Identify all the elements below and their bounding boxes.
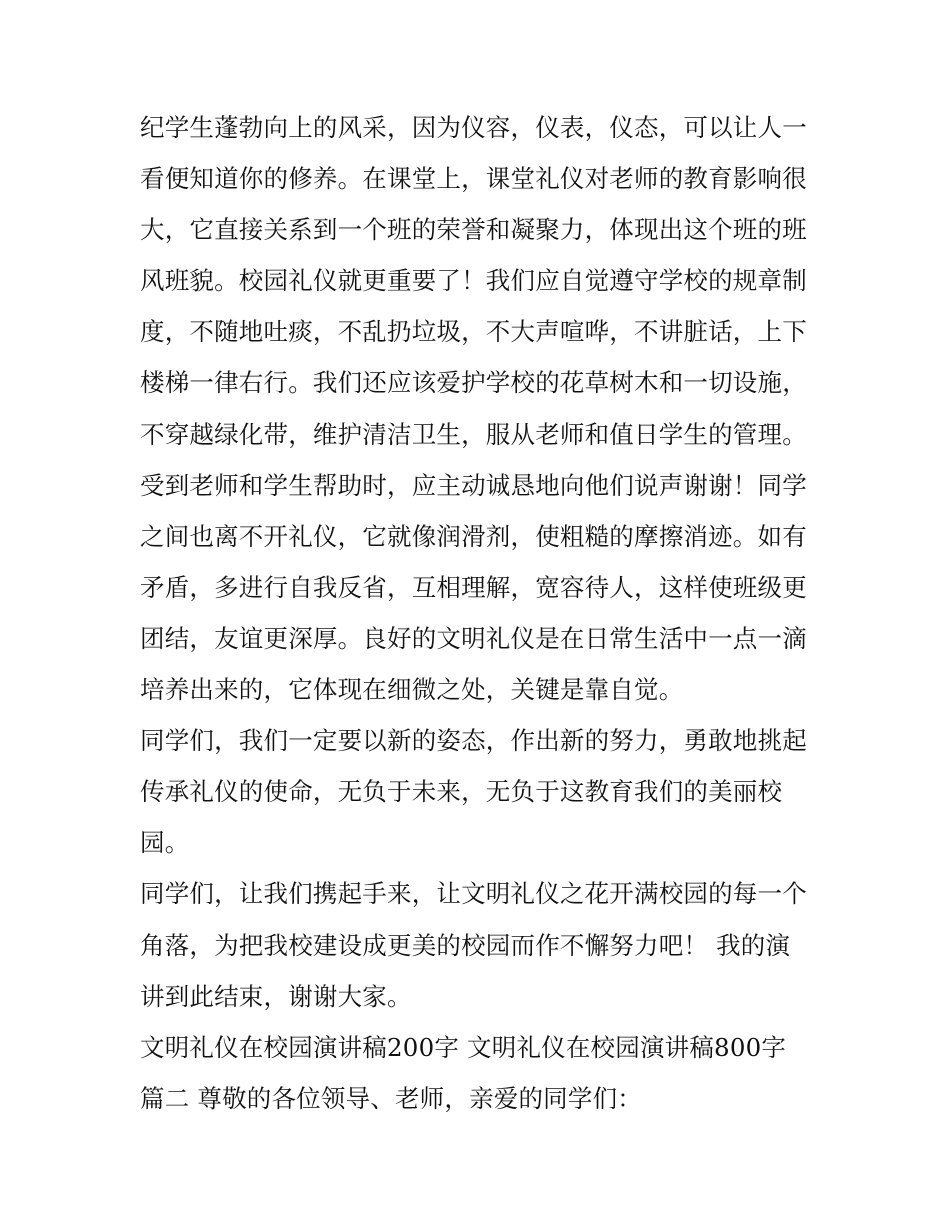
text-line: 同学们，我们一定要以新的姿态，作出新的努力，勇敢地挑起 (140, 726, 807, 756)
text-line: 园。 (140, 828, 190, 858)
text-line: 讲到此结束，谢谢大家。 (140, 981, 412, 1011)
text-line: 传承礼仪的使命，无负于未来，无负于这教育我们的美丽校 (140, 777, 783, 807)
text-line: 之间也离不开礼仪，它就像润滑剂，使粗糙的摩擦消迹。如有 (140, 521, 807, 551)
text-line: 篇二 尊敬的各位领导、老师，亲爱的同学们： (140, 1083, 642, 1113)
text-line: 纪学生蓬勃向上的风采，因为仪容，仪表，仪态，可以让人一 (140, 113, 807, 142)
text-line: 同学们，让我们携起手来，让文明礼仪之花开满校园的每一个 (140, 879, 807, 909)
text-line: 团结，友谊更深厚。良好的文明礼仪是在日常生活中一点一滴 (140, 623, 807, 653)
text-line: 风班貌。校园礼仪就更重要了！我们应自觉遵守学校的规章制 (140, 266, 807, 296)
document-body (140, 102, 830, 1124)
text-line: 培养出来的，它体现在细微之处，关键是靠自觉。 (140, 675, 684, 705)
text-line: 大，它直接关系到一个班的荣誉和凝聚力，体现出这个班的班 (140, 215, 807, 245)
text-line: 度，不随地吐痰，不乱扔垃圾，不大声喧哗，不讲脏话，上下 (140, 317, 807, 347)
text-line: 楼梯一律右行。我们还应该爱护学校的花草树木和一切设施， (140, 368, 807, 398)
text-line: 受到老师和学生帮助时，应主动诚恳地向他们说声谢谢！同学 (140, 470, 807, 500)
text-line: 看便知道你的修养。在课堂上，课堂礼仪对老师的教育影响很 (140, 164, 807, 194)
text-line: 矛盾，多进行自我反省，互相理解，宽容待人，这样使班级更 (140, 572, 807, 602)
text-line: 文明礼仪在校园演讲稿200字 文明礼仪在校园演讲稿800字 (140, 1032, 787, 1062)
text-line: 角落，为把我校建设成更美的校园而作不懈努力吧！ 我的演 (140, 930, 791, 960)
text-line: 不穿越绿化带，维护清洁卫生，服从老师和值日学生的管理。 (140, 419, 807, 449)
